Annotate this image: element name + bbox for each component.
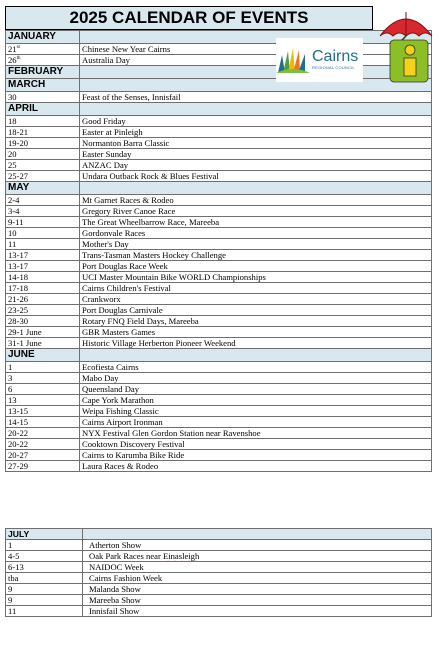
event-name: Mabo Day bbox=[80, 373, 432, 384]
month-header bbox=[6, 529, 432, 540]
sun-rays-icon bbox=[276, 45, 310, 75]
event-date: 10 bbox=[6, 228, 80, 239]
event-row bbox=[6, 160, 432, 171]
event-row bbox=[6, 461, 432, 472]
event-name: Laura Races & Rodeo bbox=[80, 461, 432, 472]
month-name: JUNE bbox=[6, 349, 80, 362]
event-name: Rotary FNQ Field Days, Mareeba bbox=[80, 316, 432, 327]
event-date: 2-4 bbox=[6, 195, 80, 206]
event-name: Trans-Tasman Masters Hockey Challenge bbox=[80, 250, 432, 261]
event-name: Cairns to Karumba Bike Ride bbox=[80, 450, 432, 461]
event-name: Cape York Marathon bbox=[80, 395, 432, 406]
event-name: Oak Park Races near Einasleigh bbox=[83, 551, 432, 562]
cairns-regional-council-logo bbox=[276, 38, 363, 82]
event-date: 21-26 bbox=[6, 294, 80, 305]
event-date: 18-21 bbox=[6, 127, 80, 138]
event-row bbox=[6, 373, 432, 384]
month-name: APRIL bbox=[6, 103, 80, 116]
event-date: 14-15 bbox=[6, 417, 80, 428]
event-row bbox=[6, 584, 432, 595]
event-date: 17-18 bbox=[6, 283, 80, 294]
event-name: Normanton Barra Classic bbox=[80, 138, 432, 149]
event-row bbox=[6, 316, 432, 327]
event-name: Cooktown Discovery Festival bbox=[80, 439, 432, 450]
month-name: FEBRUARY bbox=[6, 66, 80, 79]
event-date: 9 bbox=[6, 595, 83, 606]
event-name: Port Douglas Carnivale bbox=[80, 305, 432, 316]
event-date: 13 bbox=[6, 395, 80, 406]
event-name: Undara Outback Rock & Blues Festival bbox=[80, 171, 432, 182]
event-name: Australia Day bbox=[80, 55, 432, 66]
event-date: 20-22 bbox=[6, 428, 80, 439]
event-date: 27-29 bbox=[6, 461, 80, 472]
event-row bbox=[6, 417, 432, 428]
event-date: 13-15 bbox=[6, 406, 80, 417]
event-row bbox=[6, 362, 432, 373]
event-row bbox=[6, 261, 432, 272]
event-date: 6 bbox=[6, 384, 80, 395]
month-header bbox=[6, 79, 432, 92]
event-date: 19-20 bbox=[6, 138, 80, 149]
event-date: 18 bbox=[6, 116, 80, 127]
event-row bbox=[6, 250, 432, 261]
event-row bbox=[6, 338, 432, 349]
month-name: JANUARY bbox=[6, 31, 80, 44]
event-name: The Great Wheelbarrow Race, Mareeba bbox=[80, 217, 432, 228]
event-row bbox=[6, 384, 432, 395]
event-date: 30 bbox=[6, 92, 80, 103]
event-date: 25-27 bbox=[6, 171, 80, 182]
event-name: Innisfail Show bbox=[83, 606, 432, 617]
event-row bbox=[6, 272, 432, 283]
event-name: Easter at Pinleigh bbox=[80, 127, 432, 138]
page-title: 2025 CALENDAR OF EVENTS bbox=[5, 6, 373, 30]
event-name: Weipa Fishing Classic bbox=[80, 406, 432, 417]
event-name: Cairns Airport Ironman bbox=[80, 417, 432, 428]
event-row bbox=[6, 138, 432, 149]
month-name: MAY bbox=[6, 182, 80, 195]
month-header bbox=[6, 182, 432, 195]
event-row bbox=[6, 562, 432, 573]
event-name: Mt Garnet Races & Rodeo bbox=[80, 195, 432, 206]
event-name: Mareeba Show bbox=[83, 595, 432, 606]
event-date: 11 bbox=[6, 239, 80, 250]
event-name: Feast of the Senses, Innisfail bbox=[80, 92, 432, 103]
event-name: ANZAC Day bbox=[80, 160, 432, 171]
event-date: 3-4 bbox=[6, 206, 80, 217]
event-row bbox=[6, 116, 432, 127]
logo-name: Cairns bbox=[312, 48, 359, 65]
event-date: 6-13 bbox=[6, 562, 83, 573]
event-name: Gordonvale Races bbox=[80, 228, 432, 239]
month-header bbox=[6, 66, 432, 79]
tourist-information-umbrella-icon bbox=[376, 8, 436, 84]
event-row bbox=[6, 228, 432, 239]
month-header-fill bbox=[83, 529, 432, 540]
event-date: 9-11 bbox=[6, 217, 80, 228]
spelling-flag: Pinleigh bbox=[113, 127, 143, 137]
event-name: Historic Village Herberton Pioneer Weekend bbox=[80, 338, 432, 349]
event-row bbox=[6, 44, 432, 55]
event-date: 13-17 bbox=[6, 250, 80, 261]
event-name: Atherton Show bbox=[83, 540, 432, 551]
event-row bbox=[6, 283, 432, 294]
spelling-flag: Ecofiesta bbox=[82, 362, 114, 372]
event-row bbox=[6, 149, 432, 160]
event-date: tba bbox=[6, 573, 83, 584]
event-date: 20 bbox=[6, 149, 80, 160]
month-header bbox=[6, 31, 432, 44]
month-header bbox=[6, 103, 432, 116]
event-date: 11 bbox=[6, 606, 83, 617]
event-name: NYX Festival Glen Gordon Station near Ravenshoe bbox=[80, 428, 432, 439]
event-name: Port Douglas Race Week bbox=[80, 261, 432, 272]
spelling-flag: Einasleigh bbox=[162, 551, 200, 561]
spelling-flag: Undara bbox=[82, 171, 108, 181]
month-name: MARCH bbox=[6, 79, 80, 92]
event-row bbox=[6, 305, 432, 316]
event-row bbox=[6, 55, 432, 66]
event-date: 28-30 bbox=[6, 316, 80, 327]
event-row bbox=[6, 294, 432, 305]
event-date: 1 bbox=[6, 362, 80, 373]
event-row bbox=[6, 595, 432, 606]
event-date: 23-25 bbox=[6, 305, 80, 316]
logo-subtitle: REGIONAL COUNCIL bbox=[312, 65, 355, 70]
event-date: 21st bbox=[6, 44, 80, 55]
event-name: GBR Masters Games bbox=[80, 327, 432, 338]
event-row bbox=[6, 406, 432, 417]
event-row bbox=[6, 195, 432, 206]
event-name: Cairns Fashion Week bbox=[83, 573, 432, 584]
event-name: Cairns Children's Festival bbox=[80, 283, 432, 294]
event-row bbox=[6, 206, 432, 217]
event-row bbox=[6, 428, 432, 439]
event-name: UCI Master Mountain Bike WORLD Championships bbox=[80, 272, 432, 283]
event-row bbox=[6, 439, 432, 450]
event-name: Good Friday bbox=[80, 116, 432, 127]
event-row bbox=[6, 573, 432, 584]
event-name: Chinese New Year Cairns bbox=[80, 44, 432, 55]
month-header-fill bbox=[80, 182, 432, 195]
event-row bbox=[6, 217, 432, 228]
event-row bbox=[6, 551, 432, 562]
july-events-table bbox=[5, 528, 432, 617]
event-row bbox=[6, 171, 432, 182]
event-date: 4-5 bbox=[6, 551, 83, 562]
event-date: 26th bbox=[6, 55, 80, 66]
month-header bbox=[6, 349, 432, 362]
event-name: Crankworx bbox=[80, 294, 432, 305]
event-row bbox=[6, 127, 432, 138]
month-header-fill bbox=[80, 349, 432, 362]
event-date: 14-18 bbox=[6, 272, 80, 283]
month-name: JULY bbox=[6, 529, 83, 540]
event-name: Ecofiesta Cairns bbox=[80, 362, 432, 373]
event-name: Malanda Show bbox=[83, 584, 432, 595]
event-date: 9 bbox=[6, 584, 83, 595]
event-date: 25 bbox=[6, 160, 80, 171]
event-date: 13-17 bbox=[6, 261, 80, 272]
event-row bbox=[6, 327, 432, 338]
event-name: Queensland Day bbox=[80, 384, 432, 395]
events-table bbox=[5, 30, 432, 472]
event-date: 31-1 June bbox=[6, 338, 80, 349]
event-name: Easter Sunday bbox=[80, 149, 432, 160]
event-row bbox=[6, 450, 432, 461]
event-date: 20-22 bbox=[6, 439, 80, 450]
event-row bbox=[6, 395, 432, 406]
event-row bbox=[6, 239, 432, 250]
event-name: Gregory River Canoe Race bbox=[80, 206, 432, 217]
event-row bbox=[6, 606, 432, 617]
event-date: 3 bbox=[6, 373, 80, 384]
event-date: 29-1 June bbox=[6, 327, 80, 338]
month-header-fill bbox=[80, 103, 432, 116]
event-name: Mother's Day bbox=[80, 239, 432, 250]
event-date: 20-27 bbox=[6, 450, 80, 461]
event-row bbox=[6, 540, 432, 551]
event-row bbox=[6, 92, 432, 103]
event-date: 1 bbox=[6, 540, 83, 551]
event-name: NAIDOC Week bbox=[83, 562, 432, 573]
